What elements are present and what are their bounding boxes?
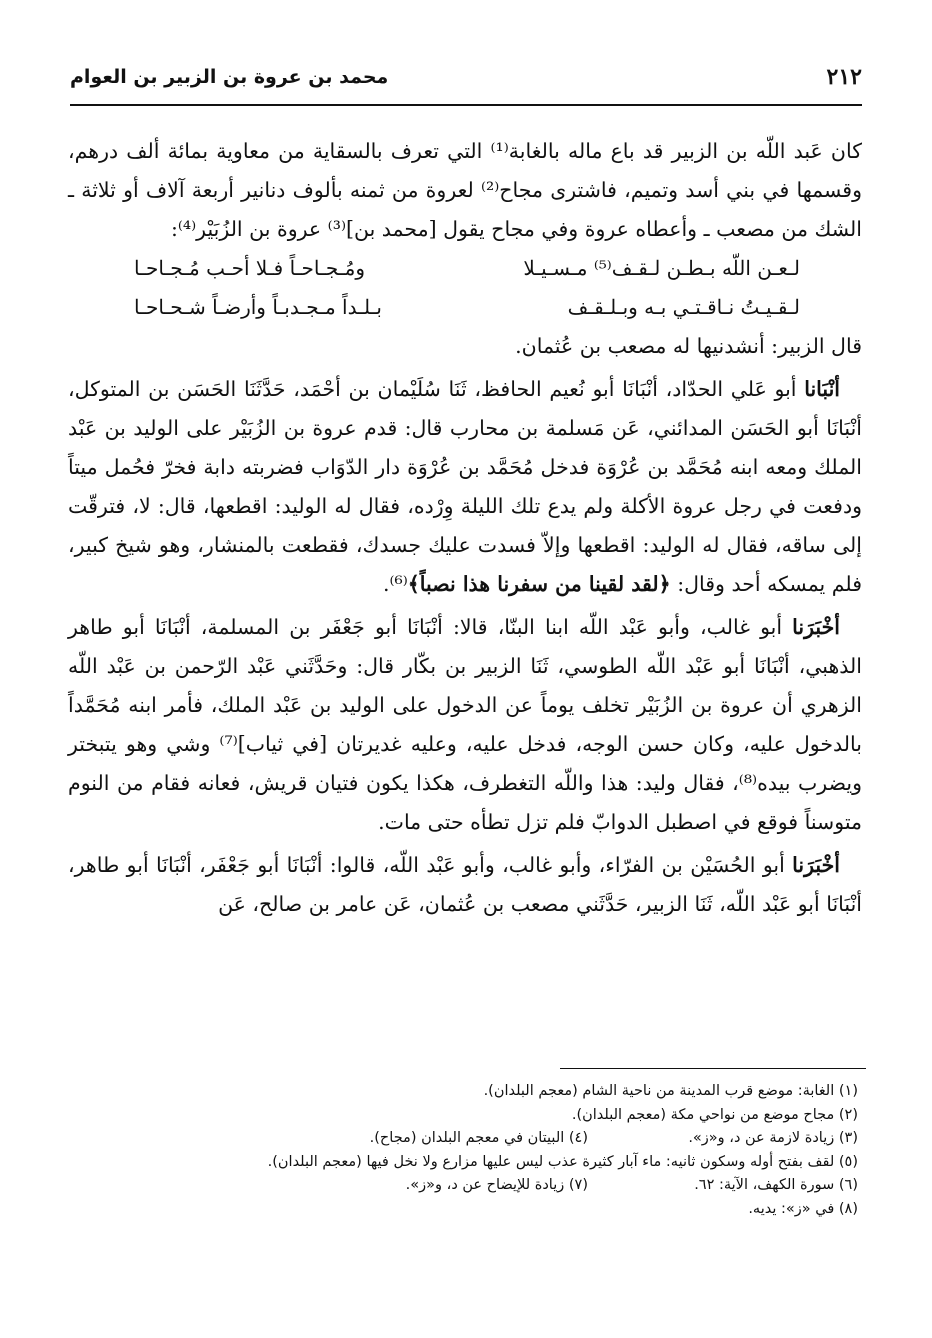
footnote-row-3-4 bbox=[70, 1127, 858, 1151]
page-number: ٢١٢ bbox=[826, 64, 862, 90]
isnad-keyword: أخْبَرَنا bbox=[792, 853, 840, 877]
footnotes bbox=[70, 1080, 858, 1221]
verse-2-second-hemistich: بـلـداً مـجـدبـاً وأرضـاً شـحـاحـا bbox=[134, 295, 382, 319]
footnote-8: (٨) في «ز»: يديه. bbox=[748, 1200, 858, 1217]
paragraph-2: قال الزبير: أنشدنيها له مصعب بن عُثمان. bbox=[515, 334, 862, 358]
footnote-2: (٢) مجاح موضع من نواحي مكة (معجم البلدان). bbox=[571, 1106, 858, 1123]
paragraph-3-end: ⁽⁶⁾. bbox=[382, 572, 408, 596]
footnote-1: (١) الغابة: موضع قرب المدينة من ناحية الشام (معجم البلدان). bbox=[483, 1083, 858, 1099]
footnote-6: (٦) سورة الكهف، الآية: ٦٢. bbox=[694, 1177, 858, 1193]
main-text bbox=[68, 132, 862, 924]
paragraph-5-text: أبو الحُسَيْن بن الفرّاء، وأبو غالب، وأبو عَبْد اللّه، قالوا: أنْبَانَا أبو جَعْفَر، أنْبَانَا أبو طاهر، أنْبَانَا أبو عَبْد اللّه، ثَنَا الزبير، حَدَّثَني مصعب بن عُثمان، عَن عامر بن صالح، عَن bbox=[68, 853, 862, 916]
verse-line-1 bbox=[68, 249, 862, 288]
isnad-keyword: أخْبَرَنا bbox=[792, 615, 840, 639]
paragraph-5 bbox=[68, 846, 862, 924]
quran-quote: ﴿لقد لقينا من سفرنا هذا نصباً﴾ bbox=[407, 572, 671, 596]
running-title: محمد بن عروة بن الزبير بن العوام bbox=[70, 66, 389, 88]
verse-2-first-hemistich: لـقـيـتُ نـاقـتـي بـه وبـلـقـف bbox=[567, 295, 800, 319]
paragraph-3-text: أبو عَلي الحدّاد، أنْبَانَا أبو نُعيم الحافظ، ثَنَا سُلَيْمان بن أحْمَد، حَدَّثَنَا الحَسَن بن المتوكل، أنْبَانَا أبو الحَسَن المدائني، عَن مَسلمة بن محارب قال: قدم عروة بن الزُبَيْر على الوليد بن عَبْد الملك ومعه ابنه مُحَمَّد بن عُرْوَة فدخل مُحَمَّد بن عُرْوَة دار الدّوَاب فضربته دابة فخرّ فحُمل ميتاً ودفعت في رجل عروة الأكلة ولم يدع تلك الليلة وِرْده، فقال له الوليد: اقطعها، قال: لا، فترقّت إلى ساقه، فقال له الوليد: اقطعها وإلاّ فسدت عليك جسدك، فقطعت بالمنشار، وهو شيخ كبير، فلم يمسكه أحد وقال: bbox=[68, 377, 862, 596]
footnote-4: (٤) البيتان في معجم البلدان (مجاح). bbox=[369, 1130, 588, 1146]
footnote-3: (٣) زيادة لازمة عن د، و«ز». bbox=[688, 1130, 858, 1146]
verse-line-2 bbox=[68, 288, 862, 327]
verse-1-first-hemistich: لـعـن اللّه بـطـن لـقـف⁽⁵⁾ مـسـيـلا bbox=[523, 256, 800, 280]
paragraph-1: كان عَبد اللّه بن الزبير قد باع ماله بالغابة⁽¹⁾ التي تعرف بالسقاية من معاوية بمائة ألف درهم، وقسمها في بني أسد وتميم، فاشترى مجاح⁽²⁾ لعروة من ثمنه بألوف دنانير أربعة آلاف أو ثلاثة ـ الشك من مصعب ـ وأعطاه عروة وفي مجاح يقول [محمد بن]⁽³⁾ عروة بن الزُبَيْر⁽⁴⁾: bbox=[68, 139, 862, 241]
footnote-row-6-7 bbox=[70, 1174, 858, 1198]
footnote-5: (٥) لقف بفتح أوله وسكون ثانيه: ماء آبار كثيرة عذب ليس عليها مزارع ولا نخل فيها (معجم البلدان). bbox=[267, 1153, 858, 1170]
verse-1-second-hemistich: ومُـجـاحـاً فـلا أحـب مُـجـاحـا bbox=[134, 256, 366, 280]
footnote-rule bbox=[560, 1068, 866, 1069]
paragraph-4-text: أبو غالب، وأبو عَبْد اللّه ابنا البنّا، قالا: أنْبَانَا أبو جَعْفَر بن المسلمة، أنْبَانَا أبو طاهر الذهبي، أنْبَانَا أبو عَبْد اللّه الطوسي، ثَنَا الزبير بن بكّار قال: وحَدَّثَني عَبْد الرّحمن بن عَبْد اللّه الزهري أن عروة بن الزُبَيْر تخلف يوماً عن الدخول على الوليد بن عَبْد الملك، فأمر ابنه مُحَمَّداً بالدخول عليه، وكان حسن الوجه، فدخل عليه، وعليه غديرتان [في ثياب]⁽⁷⁾ وشي وهو يتبختر ويضرب بيده⁽⁸⁾، فقال وليد: هذا واللّه التغطرف، هكذا يكون فتيان قريش، فعانه فقام من النوم متوسناً فوقع في اصطبل الدوابّ فلم تزل تطأه حتى مات. bbox=[68, 615, 862, 834]
paragraph-4 bbox=[68, 608, 862, 842]
isnad-keyword: أنْبَانا bbox=[804, 377, 840, 401]
page-header bbox=[70, 64, 862, 100]
header-rule bbox=[70, 104, 862, 106]
paragraph-3 bbox=[68, 370, 862, 604]
footnote-7: (٧) زيادة للإيضاح عن د، و«ز». bbox=[405, 1177, 588, 1193]
